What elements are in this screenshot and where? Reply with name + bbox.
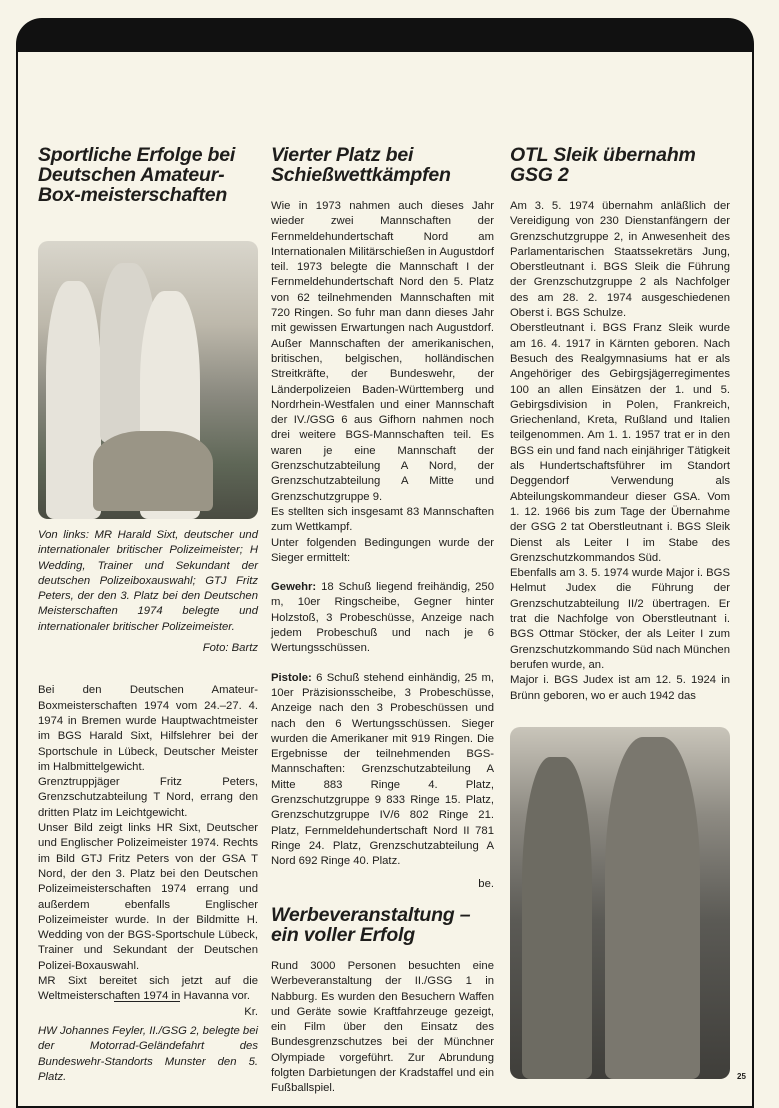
author-initials: be.: [478, 878, 494, 891]
paragraph: Major i. BGS Judex ist am 12. 5. 1924 in Brünn geboren, wo er auch 1942 das: [510, 674, 730, 702]
paragraph: MR Sixt bereitet sich jetzt auf die Weltmeisterschaften 1974 in Havanna vor.: [38, 975, 258, 1003]
article-title: OTL Sleik übernahm GSG 2: [510, 144, 696, 186]
paragraph: Grenztruppjäger Fritz Peters, Grenzschutzabteilung T Nord, errang den dritten Platz im Leichtgewicht.: [38, 776, 258, 819]
page-number: 25: [737, 1072, 746, 1081]
photo-credit: Foto: Bartz: [202, 642, 258, 655]
author-initials: Kr.: [244, 1005, 258, 1018]
paragraph: Rund 3000 Personen besuchten eine Werbeveranstaltung der II./GSG 1 in Nabburg. Es wurden den Besuchern Waffen und Geräte sowie Kraftfahrzeuge gezeigt, ein Film über den Einsatz des Bundesgrenzschutzes bei der Münchner Olympiade vorgeführt. Zur Abrundung folgten Darbietungen der Kradstaffel und ein Fußballspiel.: [271, 960, 494, 1095]
article-title: Sportliche Erfolge bei Deutschen Amateur-Box-meisterschaften: [38, 144, 236, 206]
pistol-text: 6 Schuß stehend einhändig, 25 m, 10er Präzisionsscheibe, 3 Probeschüsse, Anzeige nach den 3 Probeschüssen und nach den 6 Wertungsschüssen. Sieger wurden die Amerikaner mit 919 Ringen. Die Ergebnisse der teilnehmenden BGS-Mannschaften: Grenzschutzabteilung A Mitte 883 Ringe 4. Platz, Grenzschutzgruppe 9 833 Ringe 15. Platz, Grenzschutzgruppe IV/6 802 Ringe 21. Platz, Fernmeldehundertschaft Nord II 781 Ringe 24. Platz, Grenzschutzabteilung A Nord 692 Ringe 40. Platz.: [271, 671, 494, 868]
paragraph: Unter folgenden Bedingungen wurde der Sieger ermittelt:: [271, 536, 494, 564]
paragraph: Oberstleutnant i. BGS Franz Sleik wurde am 16. 4. 1917 in Kärnten geboren. Nach Besuch des Realgymnasiums hat er als Angehöriger des Gebirgsjägerregimentes 100 an allen Einsätzen der 1. und 5. Gebirgsdivision in Polen, Frankreich, Griechenland, Kreta, Rußland und Italien teilgenommen. Am 1. 1. 1957 trat er in den BGS ein und fand nach einjähriger Tätigkeit als Hundertschaftsführer im Standort Deggendorf Verwendung als Abteilungskommandeur dieser GSA. Vom 1. 12. 1966 bis zum Tage der Übernahme der GSG 2 tat Oberstleutnant i. BGS Sleik Dienst als Leiter I im Stabe des Grenzschutzkommandos Süd.: [510, 322, 730, 564]
officer-saluting: [605, 737, 700, 1079]
pistol-label: Pistole:: [271, 671, 312, 684]
article-command-change: [510, 145, 730, 704]
paragraph: Es stellten sich insgesamt 83 Mannschaften zum Wettkampf.: [271, 505, 494, 534]
paragraph: Am 3. 5. 1974 übernahm anläßlich der Vereidigung von 230 Dienstanfängern der Grenzschutzgruppe 2, in Anwesenheit des Parlamentarischen Staatssekretärs Jung, Oberstleutnant i. BGS Sleik die Führung der Grenzschutzgruppe 2 als Nachfolger des am 28. 2. 1974 ausgeschiedenen Oberst i. BGS Schulze.: [510, 200, 730, 320]
page-frame-inner: [18, 52, 752, 92]
photo-caption-block: [38, 528, 258, 1020]
rifle-label: Gewehr:: [271, 581, 317, 594]
paragraph: Ebenfalls am 3. 5. 1974 wurde Major i. BGS Helmut Judex die Führung der Grenzschutzabteilung II/2 übertragen. Er trat die Nachfolge von Oberstleutnant i. BGS Ottmar Stöcker, der als Leiter I zum Grenzschutzkommando Süd nach München berufen wurde, an.: [510, 567, 730, 671]
paragraph-pistol: [271, 671, 494, 870]
photo-caption: Von links: MR Harald Sixt, deutscher und internationaler britischer Polizeimeister; H Wedding, Trainer und Sekundant der deutschen Polizeiboxauswahl; GTJ Fritz Peters, der den 3. Platz bei den Deutschen Meisterschaften 1974 belegte und internationaler britischer Polizeimeister.: [38, 529, 258, 633]
article-shooting: [271, 145, 494, 893]
divider: [114, 1001, 180, 1002]
paragraph: Unser Bild zeigt links HR Sixt, Deutscher und Englischer Polizeimeister 1974. Rechts im Bild GTJ Fritz Peters von der GSA T Nord, der den 3. Platz bei den Deutschen Polizeimeisterschaften 1974 errang und außerdem ebenfalls Englischer Polizeimeister wurde. In der Bildmitte H. Wedding von der BGS-Sportschule Lübeck, Trainer und Sekundant der Deutschen Polizei-Boxauswahl.: [38, 822, 258, 972]
article-boxing: [38, 145, 258, 205]
notice-text: HW Johannes Feyler, II./GSG 2, belegte bei der Motorrad-Geländefahrt des Bundeswehr-Standorts Munster den 5. Platz.: [38, 1025, 258, 1083]
paragraph: Bei den Deutschen Amateur-Boxmeisterschaften 1974 vom 24.–27. 4. 1974 in Bremen wurde Hauptwachtmeister im BGS Harald Sixt, Hilfslehrer bei der Sportschule in Lübeck, Deutscher Meister im Halbmittelgewicht.: [38, 684, 258, 773]
article-promo-event: [271, 905, 494, 1097]
photo-officers-saluting: [510, 727, 730, 1079]
notice-block: [38, 1024, 258, 1085]
rifle-text: 18 Schuß liegend freihändig, 250 m, 10er Ringscheibe, Gegner hinter Holzstoß, 3 Probeschüsse, Anzeige nach jedem Probeschuß und nach je 6 Wertungsschüssen.: [271, 581, 494, 655]
article-title: Werbeveranstaltung – ein voller Erfolg: [271, 904, 471, 946]
trophies: [93, 431, 213, 511]
paragraph-rifle: [271, 580, 494, 656]
article-title: Vierter Platz bei Schießwettkämpfen: [271, 144, 451, 186]
photo-boxers-with-trophies: [38, 241, 258, 519]
paragraph: Wie in 1973 nahmen auch dieses Jahr wieder zwei Mannschaften der Fernmeldehundertschaft Nord am Internationalen Militärschießen in Augustdorf teil. 1973 belegte die Mannschaft I der Fernmeldehundertschaft Nord den 5. Platz von 62 teilnehmenden Mannschaften mit 720 Ringen. So fuhr man dann dieses Jahr mit gewissen Erwartungen nach Augustdorf. Außer Mannschaften der amerikanischen, britischen, belgischen, holländischen Streitkräfte, der Bundeswehr, der Länderpolizeien Baden-Württemberg und Nordrhein-Westfalen und einer Mannschaft der IV./GSG 6 aus Gifhorn nahmen noch drei weitere BGS-Mannschaften teil. Es waren je eine Mannschaft der Grenzschutzabteilung A Nord, der Grenzschutzabteilung A Mitte und Grenzschutzgruppe 9.: [271, 200, 494, 503]
officer-left: [522, 757, 592, 1079]
